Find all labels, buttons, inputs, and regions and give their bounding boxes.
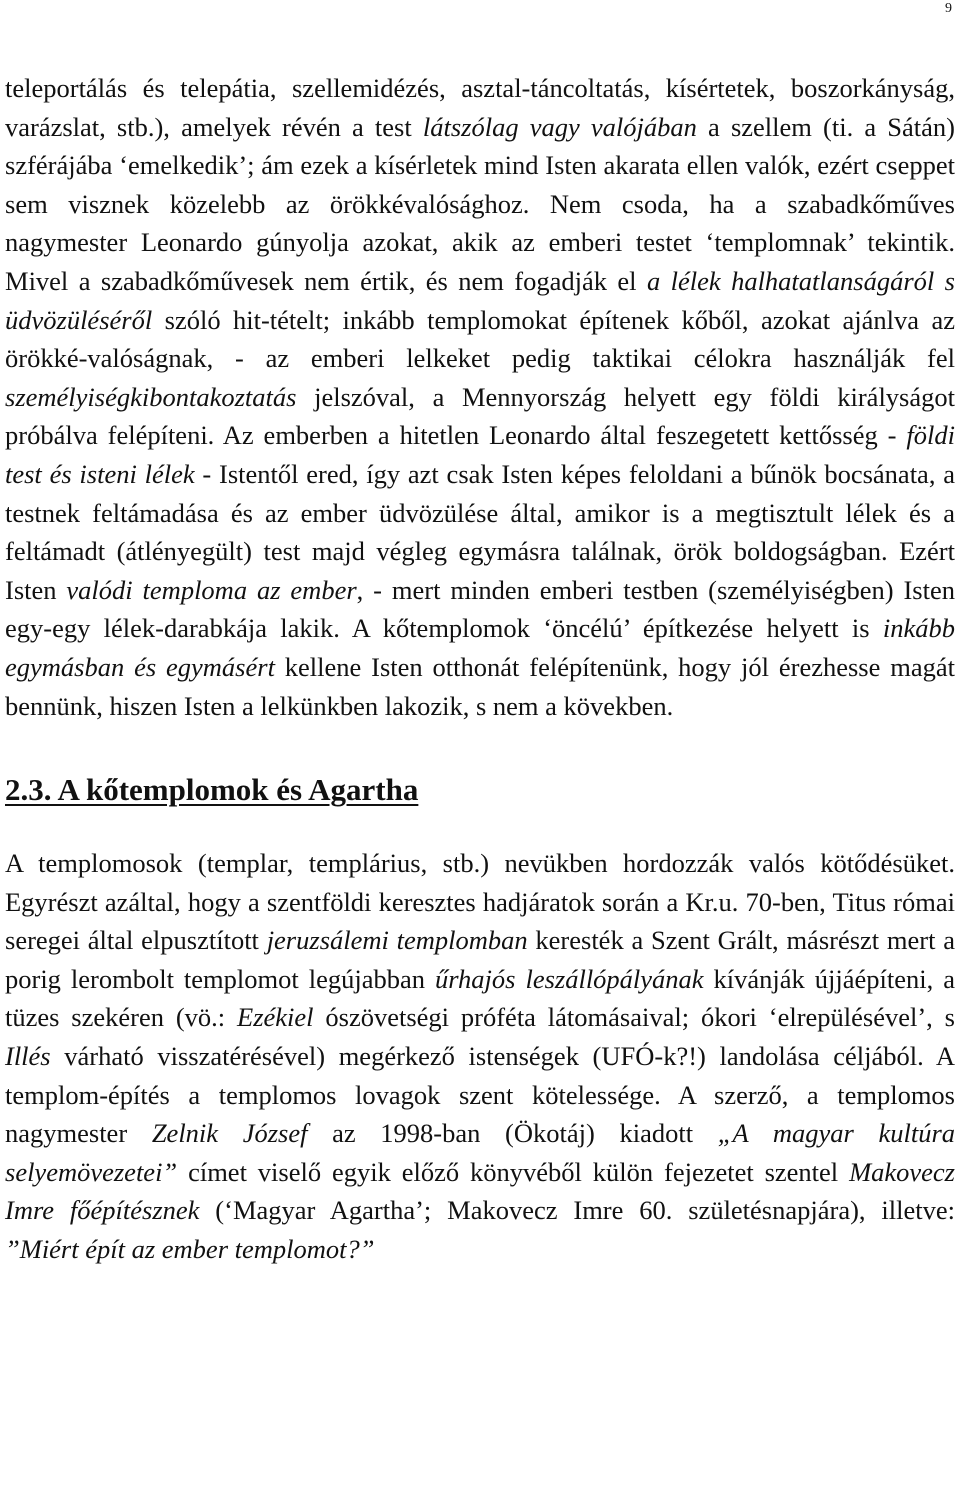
italic-text-run: látszólag vagy valójában — [422, 111, 697, 142]
text-run: jelszóval, a Mennyország helyett egy földi királyságot próbálva felépíteni. Az emberben a hitetlen Leonardo által feszegetett kettősség - — [5, 381, 955, 451]
text-run: várható visszatérésével) megérkező istenségek (UFÓ-k?!) landolása céljából. A templom-építés a templomos lovagok szent kötelessége. A szerző, a templomos nagymester — [5, 1041, 955, 1149]
text-run: (‘Magyar Agartha’; Makovecz Imre 60. születésnapjára), illetve: — [199, 1195, 955, 1226]
text-run: kívánják újjáépíteni, a tüzes szekéren (vö.: — [5, 963, 955, 1033]
italic-text-run: földi test és isteni lélek — [5, 420, 955, 489]
text-run: - Istentől ered, így azt csak Isten képes feloldani a bűnök bocsánata, a testnek feltámadása és az ember üdvözülése által, amikor is a megtisztult lélek és a feltámadt (átlényegült) test majd végleg egymásra találnak, örök boldogságban. Ezért Isten — [5, 458, 955, 605]
text-run: szóló hit-tételt; inkább templomokat építenek kőből, azokat ajánlva az örökké-valóságnak, - az emberi lelkeket pedig taktikai célokra használják fel — [5, 304, 955, 374]
body-paragraph-2 — [5, 844, 955, 1269]
italic-text-run: Zelnik József — [151, 1118, 308, 1149]
text-run: ószövetségi próféta látomásaival; ókori ‘elrepülésével’, s — [313, 1002, 955, 1033]
italic-text-run: valódi temploma az ember — [66, 574, 357, 605]
page-number: 9 — [945, 1, 952, 16]
italic-text-run: „A magyar kultúra selyemövezetei” — [5, 1118, 956, 1187]
italic-text-run: űrhajós leszállópályának — [434, 963, 704, 994]
italic-text-run: jeruzsálemi templomban — [266, 925, 528, 956]
text-run: címet viselő egyik előző könyvéből külön fejezetet szentel — [177, 1156, 850, 1187]
italic-text-run: ”Miért épít az ember templomot?” — [5, 1234, 375, 1265]
italic-text-run: Illés — [5, 1041, 51, 1072]
text-run: az 1998-ban (Ökotáj) kiadott — [307, 1118, 718, 1149]
text-run: a szellem (ti. a Sátán) szférájába ‘emelkedik’; ám ezek a kísérletek mind Isten akarata ellen valók, ezért cseppet sem visznek közelebb az örökkévalósághoz. Nem csoda, ha a szabadkőműves nagymester Leonardo gúnyolja azokat, akik az emberi testet ‘templomnak’ tekintik. Mivel a szabadkőművesek nem értik, és nem fogadják el — [5, 111, 955, 296]
section-heading: 2.3. A kőtemplomok és Agartha — [5, 772, 419, 808]
italic-text-run: inkább egymásban és egymásért — [5, 613, 955, 682]
text-run: A templomosok (templar, templárius, stb.) nevükben hordozzák valós kötődésüket. Egyrészt azáltal, hogy a szentföldi keresztes hadjáratok során a Kr.u. 70-ben, Titus római seregei által elpusztított — [5, 848, 955, 956]
italic-text-run: személyiségkibontakoztatás — [5, 381, 297, 412]
body-paragraph-1 — [5, 69, 955, 725]
text-run: keresték a Szent Grált, másrészt mert a porig lerombolt templomot legújabban — [5, 925, 955, 994]
page-content — [5, 69, 955, 1269]
italic-text-run: a lélek halhatatlanságáról s üdvözüléséről — [5, 265, 955, 335]
text-run: kellene Isten otthonát felépítenünk, hogy jól érezhesse magát bennünk, hiszen Isten a lelkünkben lakozik, s nem a kövekben. — [5, 651, 955, 721]
italic-text-run: Ezékiel — [237, 1002, 314, 1033]
text-run: teleportálás és telepátia, szellemidézés, asztal-táncoltatás, kísértetek, boszorkányság, varázslat, stb.), amelyek révén a test — [5, 73, 955, 142]
italic-text-run: Makovecz Imre főépítésznek — [5, 1156, 955, 1226]
text-run: , - mert minden emberi testben (személyiségben) Isten egy-egy lélek-darabkája lakik. A kőtemplomok ‘öncélú’ építkezése helyett is — [5, 574, 955, 644]
